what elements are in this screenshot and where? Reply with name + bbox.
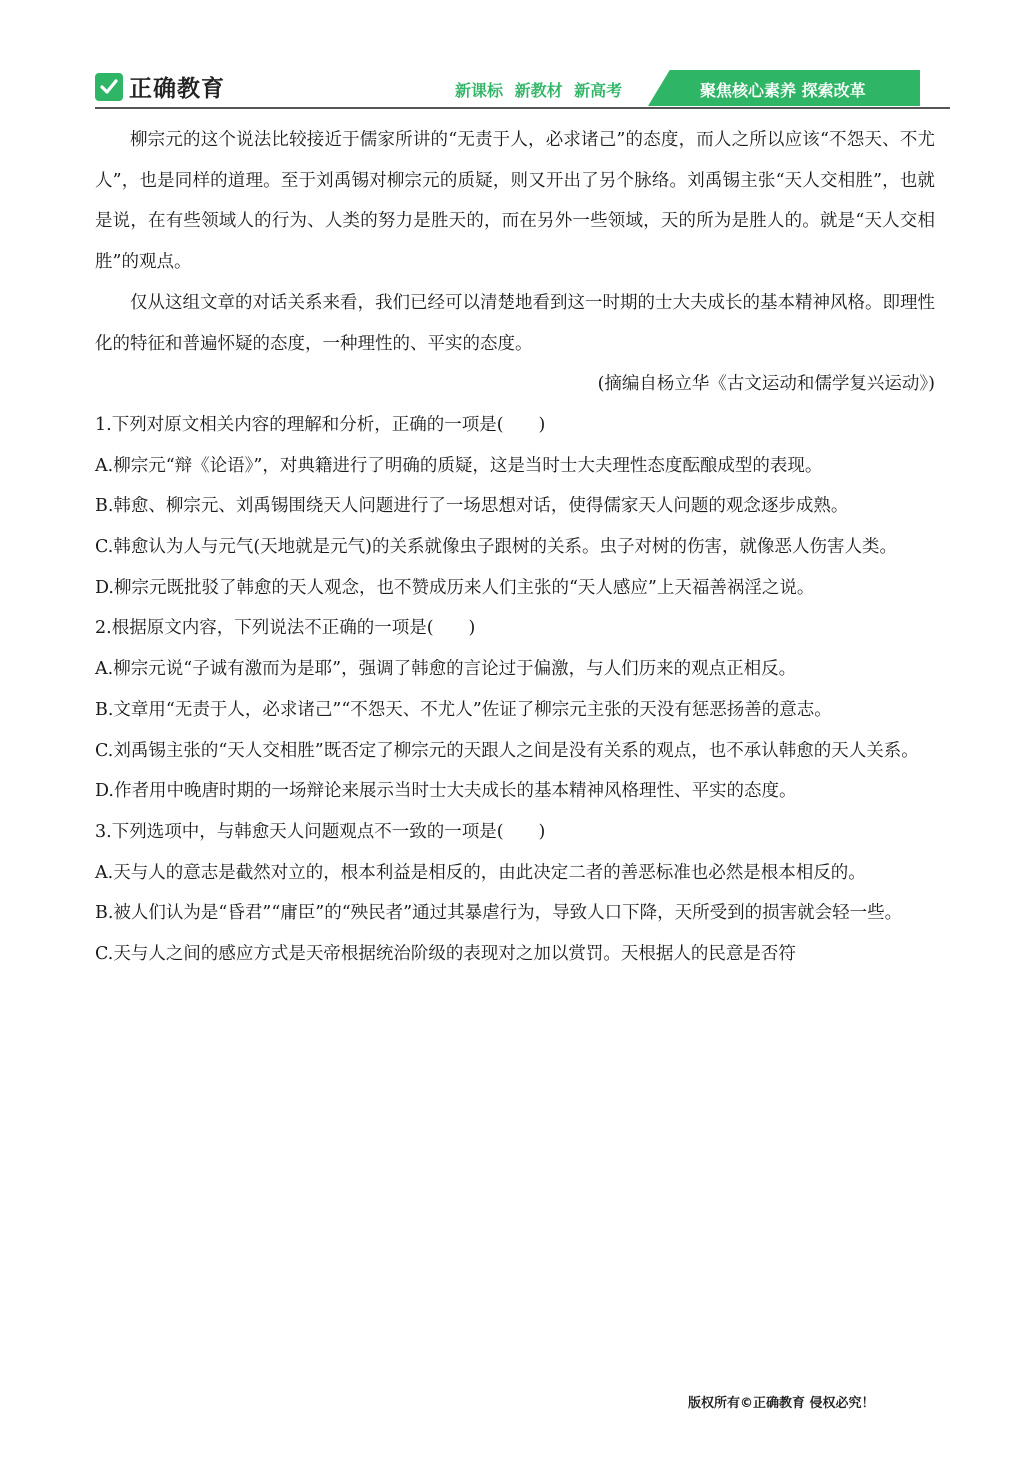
- document-body: [95, 120, 935, 975]
- question-1-stem: 1.下列对原文相关内容的理解和分析，正确的一项是( ): [95, 414, 546, 435]
- question-1-option-a: A.柳宗元“辩《论语》”，对典籍进行了明确的质疑，这是当时士大夫理性态度酝酿成型的表现。: [95, 455, 823, 476]
- header-divider: [95, 107, 950, 109]
- question-3-stem: 3.下列选项中，与韩愈天人问题观点不一致的一项是( ): [95, 821, 546, 842]
- question-2-stem: 2.根据原文内容，下列说法不正确的一项是( ): [95, 618, 476, 639]
- question-2-option-b: B.文章用“无责于人，必求诸己”“不怨天、不尤人”佐证了柳宗元主张的天没有惩恶扬善的意志。: [95, 699, 832, 720]
- question-2-option-c: C.刘禹锡主张的“天人交相胜”既否定了柳宗元的天跟人之间是没有关系的观点，也不承认韩愈的天人关系。: [95, 740, 919, 761]
- article-paragraph-2: 仅从这组文章的对话关系来看，我们已经可以清楚地看到这一时期的士大夫成长的基本精神风格。即理性化的特征和普遍怀疑的态度，一种理性的、平实的态度。: [95, 292, 935, 354]
- question-3-option-c: C.天与人之间的感应方式是天帝根据统治阶级的表现对之加以赏罚。天根据人的民意是否符: [95, 944, 796, 965]
- page-header: [0, 0, 1034, 112]
- question-1-option-b: B.韩愈、柳宗元、刘禹锡围绕天人问题进行了一场思想对话，使得儒家天人问题的观念逐步成熟。: [95, 496, 849, 517]
- question-3-option-a: A.天与人的意志是截然对立的，根本利益是相反的，由此决定二者的善恶标准也必然是根本相反的。: [95, 862, 866, 883]
- article-paragraph-1: 柳宗元的这个说法比较接近于儒家所讲的“无责于人，必求诸己”的态度，而人之所以应该“不怨天、不尤人”，也是同样的道理。至于刘禹锡对柳宗元的质疑，则又开出了另个脉络。刘禹锡主张“天人交相胜”，也就是说，在有些领域人的行为、人类的努力是胜天的，而在另外一些领域，天的所为是胜人的。就是“天人交相胜”的观点。: [95, 130, 935, 273]
- copyright-footer: 版权所有©正确教育 侵权必究！: [688, 1396, 875, 1411]
- brand-name: 正确教育: [129, 76, 225, 102]
- question-1-option-d: D.柳宗元既批驳了韩愈的天人观念，也不赞成历来人们主张的“天人感应”上天福善祸淫之说。: [95, 577, 815, 598]
- slogan-left: 新课标 新教材 新高考: [455, 81, 623, 100]
- checkmark-icon: [95, 73, 123, 101]
- slogan-right: 聚焦核心素养 探索改革: [700, 81, 866, 100]
- brand-logo: [95, 70, 225, 103]
- question-2-option-a: A.柳宗元说“子诚有激而为是耶”，强调了韩愈的言论过于偏激，与人们历来的观点正相反。: [95, 659, 797, 680]
- question-3-option-b: B.被人们认为是“昏君”“庸臣”的“殃民者”通过其暴虐行为，导致人口下降，天所受到的损害就会轻一些。: [95, 903, 903, 924]
- question-1-option-c: C.韩愈认为人与元气(天地就是元气)的关系就像虫子跟树的关系。虫子对树的伤害，就像恶人伤害人类。: [95, 537, 897, 558]
- article-source: (摘编自杨立华《古文运动和儒学复兴运动》): [597, 374, 935, 395]
- question-2-option-d: D.作者用中晚唐时期的一场辩论来展示当时士大夫成长的基本精神风格理性、平实的态度。: [95, 781, 797, 802]
